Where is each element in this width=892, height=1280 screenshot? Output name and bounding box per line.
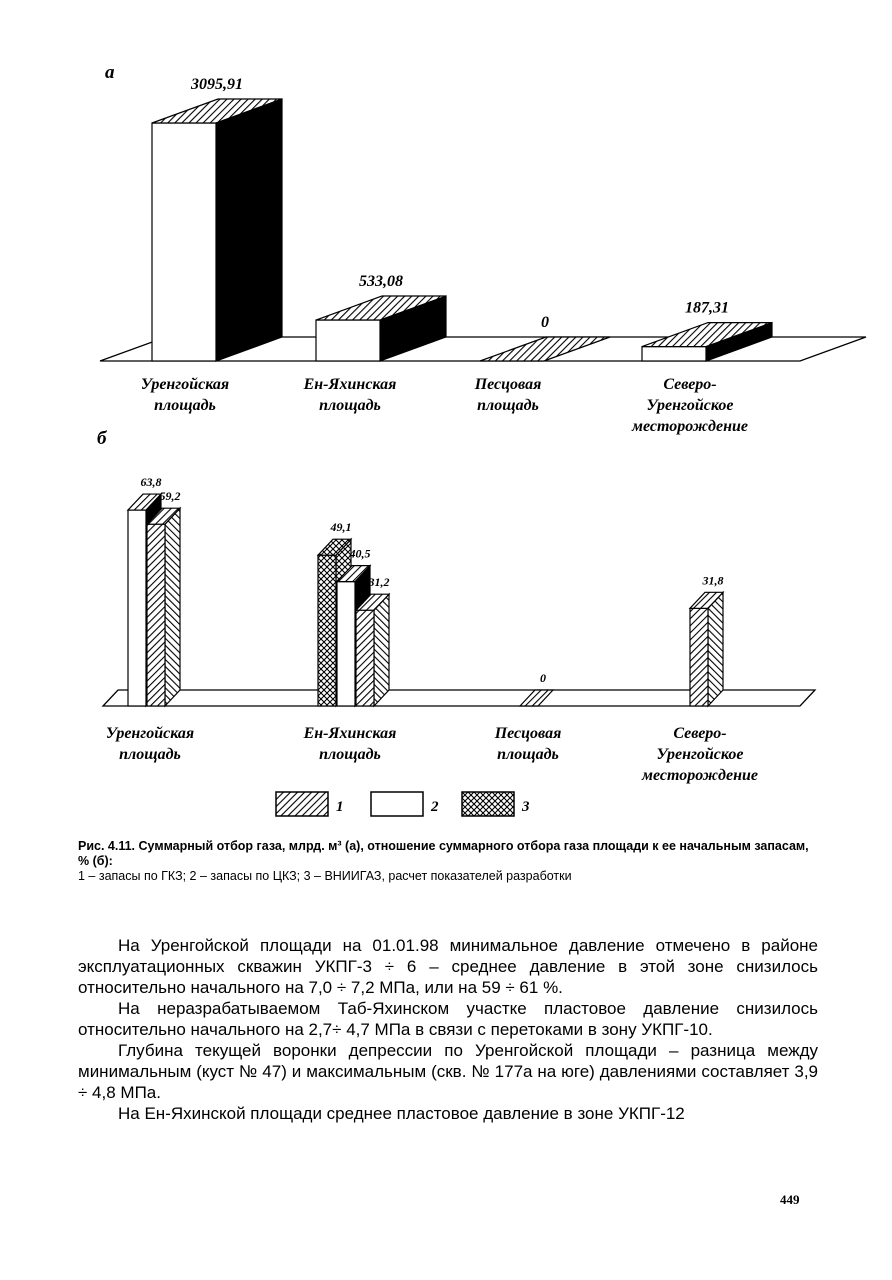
bar-front	[318, 555, 336, 706]
category-label: месторождение	[632, 418, 748, 435]
legend-item	[462, 792, 530, 816]
legend-swatch	[371, 792, 423, 816]
paragraph: Глубина текущей воронки депрессии по Уренгойской площади – разница между минимальным (куст № 47) и максимальным (скв. № 177а на юге) давлениями составляет 3,9 ÷ 4,8 МПа.	[78, 1041, 818, 1102]
category-label: Уренгойская	[105, 725, 195, 742]
bar-front	[128, 510, 146, 706]
data-label: 49,1	[330, 520, 352, 535]
data-label: 0	[540, 671, 546, 685]
caption-title: Рис. 4.11. Суммарный отбор газа, млрд. м³ (а), отношение суммарного отбора газа площади к ее начальным запасам, % (б):	[78, 839, 809, 868]
legend-label: 1	[336, 799, 344, 815]
bar-side	[216, 99, 282, 361]
bar-front	[152, 123, 216, 361]
data-label: 0	[541, 314, 549, 331]
category-label: Уренгойское	[646, 397, 734, 414]
bar-front	[337, 582, 355, 706]
category-label: Песцовая	[494, 725, 562, 742]
bar-front	[316, 320, 380, 361]
bar-side	[708, 592, 723, 706]
legend-item	[371, 792, 439, 816]
paragraph: На Ен-Яхинской площади среднее пластовое давление в зоне УКПГ-12	[118, 1104, 685, 1123]
category-label: площадь	[154, 397, 216, 414]
chart-panel-b	[103, 475, 815, 784]
category-label: площадь	[477, 397, 539, 414]
chart-legend	[276, 792, 530, 816]
data-label: 187,31	[685, 299, 729, 317]
category-label: Северо-	[673, 725, 727, 742]
category-label: площадь	[119, 746, 181, 763]
bar-front	[690, 608, 708, 706]
data-label: 59,2	[159, 489, 181, 504]
legend-item	[276, 792, 344, 816]
legend-label: 2	[431, 799, 439, 815]
bar-front	[356, 610, 374, 706]
category-label: Северо-	[663, 376, 717, 393]
category-label: Уренгойская	[140, 376, 230, 393]
category-label: Уренгойское	[656, 746, 744, 763]
data-label: 40,5	[349, 546, 371, 561]
legend-swatch	[462, 792, 514, 816]
bar-front	[642, 347, 706, 361]
category-label: Песцовая	[474, 376, 542, 393]
bar-front	[147, 524, 165, 706]
data-label: 31,2	[368, 575, 390, 590]
data-label: 533,08	[359, 273, 403, 291]
category-label: месторождение	[642, 767, 758, 784]
data-label: 3095,91	[191, 76, 243, 93]
body-text	[78, 935, 818, 1124]
panel-a-label: а	[105, 62, 115, 83]
bar-side	[374, 594, 389, 706]
legend-label: 3	[522, 799, 530, 815]
category-label: площадь	[319, 397, 381, 414]
paragraph: На неразрабатываемом Таб-Яхинском участке пластовое давление снизилось относительно начального на 2,7÷ 4,7 МПа в связи с перетоками в зону УКПГ-10.	[78, 999, 818, 1039]
bar-side	[165, 508, 180, 706]
panel-b-label: б	[97, 428, 107, 449]
data-label: 31,8	[702, 573, 724, 588]
page-number: 449	[780, 1192, 800, 1207]
chart-panel-a	[100, 76, 866, 435]
bar	[690, 592, 723, 706]
data-label: 63,8	[140, 475, 162, 490]
caption-legend: 1 – запасы по ГКЗ; 2 – запасы по ЦКЗ; 3 – ВНИИГАЗ, расчет показателей разработки	[78, 869, 572, 883]
paragraph: На Уренгойской площади на 01.01.98 минимальное давление отмечено в районе эксплуатационных скважин УКПГ-3 ÷ 6 – среднее давление в этой зоне снизилось относительно начального на 7,0 ÷ 7,2 МПа, или на 59 ÷ 61 %.	[78, 936, 818, 997]
bar	[152, 99, 282, 361]
category-label: площадь	[497, 746, 559, 763]
category-label: Ен-Яхинская	[303, 725, 397, 742]
bar	[356, 594, 389, 706]
figure-caption	[78, 839, 818, 884]
category-label: площадь	[319, 746, 381, 763]
category-label: Ен-Яхинская	[303, 376, 397, 393]
legend-swatch	[276, 792, 328, 816]
bar	[147, 508, 180, 706]
